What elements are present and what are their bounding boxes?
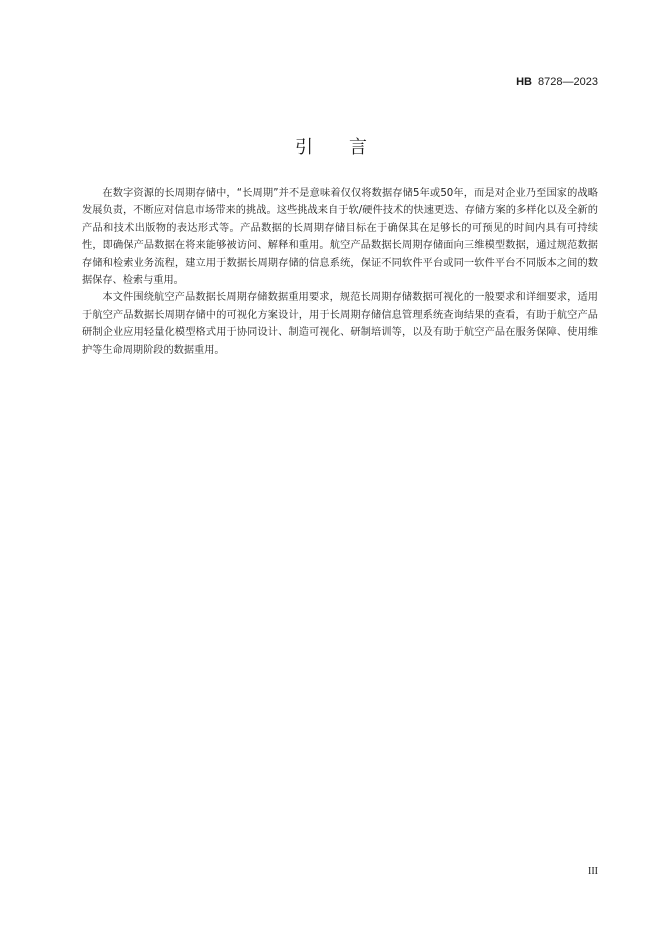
paragraph-1: 在数字资源的长周期存储中，“长周期”并不是意味着仅仅将数据存储5年或50年，而是对企业乃至国家的战略发展负责，不断应对信息市场带来的挑战。这些挑战来自于软/硬件技术的快速更迭、存储方案的多样化以及全新的产品和技术出版物的表达形式等。产品数据的长周期存储目标在于确保其在足够长的可预见的时间内具有可持续性，即确保产品数据在将来能够被访问、解释和重用。航空产品数据长周期存储面向三维模型数据，通过规范数据存储和检索业务流程，建立用于数据长周期存储的信息系统，保证不同软件平台或同一软件平台不同版本之间的数据保存、检索与重用。 [82,188,598,287]
standard-identifier [516,76,598,88]
standard-number: 8728—2023 [538,76,598,88]
paragraph-2: 本文件围绕航空产品数据长周期存储数据重用要求，规范长周期存储数据可视化的一般要求和详细要求，适用于航空产品数据长周期存储中的可视化方案设计，用于长周期存储信息管理系统查询结果的查看，有助于航空产品研制企业应用轻量化模型格式用于协同设计、制造可视化、研制培训等，以及有助于航空产品在服务保障、使用维护等生命周期阶段的数据重用。 [82,292,598,356]
standard-code: HB [516,76,532,88]
section-title: 引言 [295,137,403,158]
introduction-body [82,185,598,359]
page-number: III [588,866,598,877]
